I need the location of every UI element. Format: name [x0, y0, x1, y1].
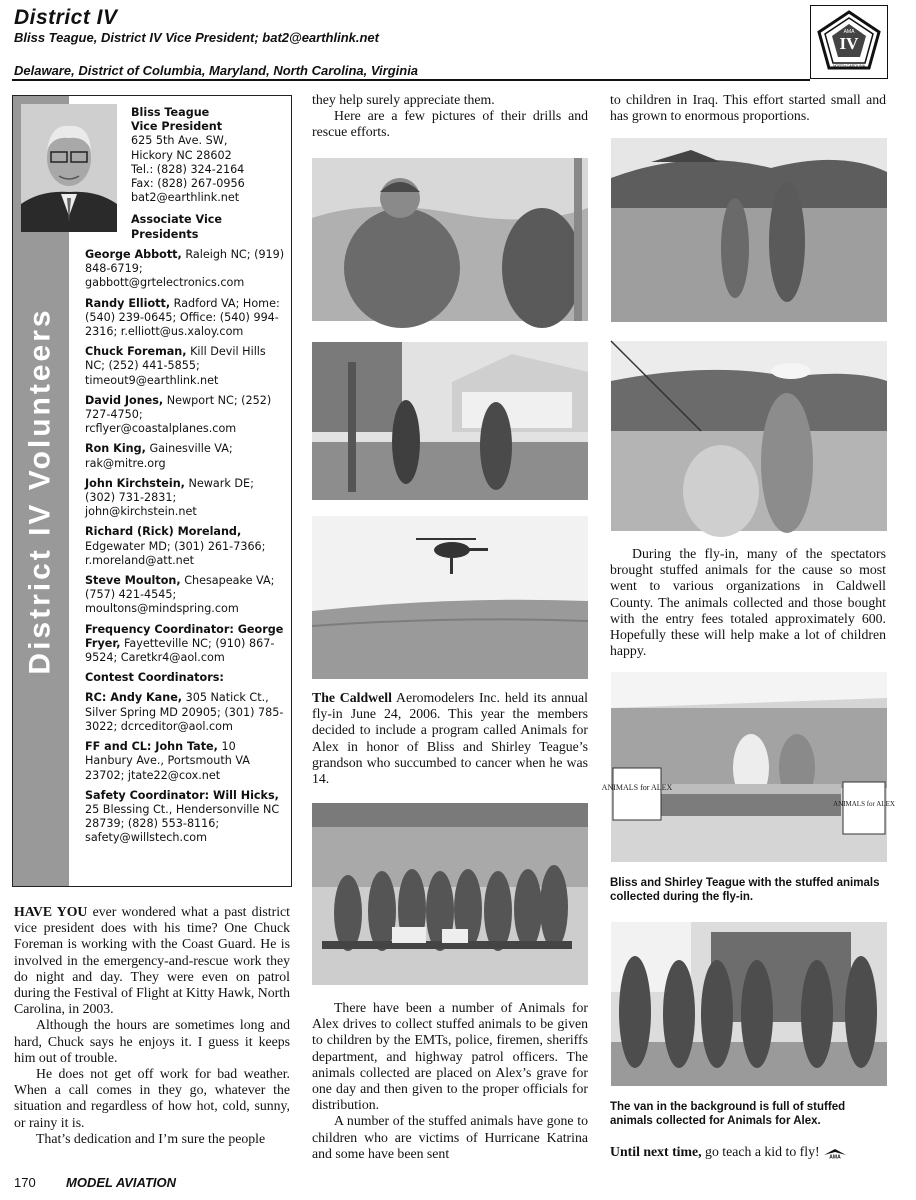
photo-transmitter-field: [611, 138, 887, 322]
district-badge-icon: [811, 6, 887, 78]
flying-photo-image: [611, 341, 887, 531]
dock-photo-image: [312, 342, 588, 500]
list-item: Frequency Coordinator: George Fryer, Fayetteville NC; (910) 867-9524; Caretkr4@aol.com: [85, 622, 284, 665]
van-photo-image: [611, 922, 887, 1086]
photo-helicopter: [312, 516, 588, 679]
lead-in: HAVE YOU: [14, 904, 88, 919]
column-3-mid-text: During the fly-in, many of the spectators brought stuffed animals for the cause so most went to various organizations in Caldwell County. The animals collected and those bought with the entry fees totaled approximately 600. Hopefully these will help make a lot of children happy.: [610, 546, 886, 659]
section-subtitle: Bliss Teague, District IV Vice President; bat2@earthlink.net: [14, 30, 379, 45]
column-2-top-text: they help surely appreciate them. Here are a few pictures of their drills and rescue efforts.: [312, 92, 588, 140]
vp-contact: [131, 106, 286, 242]
ama-wing-icon: [823, 1147, 847, 1159]
photo-group-table: [312, 803, 588, 985]
photo-teagues-animals: [601, 672, 895, 862]
vp-title: Vice President: [131, 120, 223, 134]
closing-line: [610, 1144, 888, 1160]
vp-tel: Tel.: (828) 324-2164: [131, 162, 245, 176]
associate-list: [85, 248, 287, 852]
list-item: Steve Moulton, Chesapeake VA; (757) 421-4545; moultons@mindspring.com: [85, 574, 275, 616]
vp-fax: Fax: (828) 267-0956: [131, 177, 245, 191]
column-2-bottom-text: There have been a number of Animals for Alex drives to collect stuffed animals to be given to children by the EMTs, police, firemen, sheriffs department, and highway patrol officers. The animals collected are placed on Alex’s grave for one day and then given to the proper officials for distribution. A number of the stuffed animals have gone to children who are victims of Hurricane Katrina and some have been sent: [312, 1000, 588, 1161]
closing-lead: Until next time,: [610, 1144, 702, 1159]
column-3-top-text: to children in Iraq. This effort started small and has grown to enormous proportions.: [610, 92, 886, 124]
list-item: Safety Coordinator: Will Hicks, 25 Blessing Ct., Hendersonville NC 28739; (828) 553-8116; safety@willstech.com: [85, 788, 280, 845]
lead-in-caldwell: The Caldwell: [312, 690, 392, 705]
list-item: Ron King, Gainesville VA; rak@mitre.org: [85, 442, 233, 470]
list-item: RC: Andy Kane, 305 Natick Ct., Silver Spring MD 20905; (301) 785-3022; dcrceditor@aol.com: [85, 691, 284, 733]
photo-flying-spectators: [611, 341, 887, 531]
photo-coastguard-closeup: [312, 158, 588, 321]
assoc-heading: Associate Vice Presidents: [131, 213, 223, 241]
group-photo-image: [312, 803, 588, 985]
photo-dock-rescue: [312, 342, 588, 500]
sign-right-text: ANIMALS for ALEX: [833, 800, 895, 808]
badge-bottom-text: NORTH CAROLINA: [832, 64, 866, 68]
list-item: Richard (Rick) Moreland, Edgewater MD; (301) 261-7366; r.moreland@att.net: [85, 525, 266, 567]
district-badge: [810, 5, 888, 79]
vp-portrait: [21, 104, 117, 232]
vp-address1: 625 5th Ave. SW,: [131, 134, 228, 148]
district-states: Delaware, District of Columbia, Maryland, North Carolina, Virginia: [14, 63, 419, 78]
section-title: District IV: [14, 6, 118, 29]
ama-logo-text: AMA: [829, 1154, 841, 1161]
vp-email[interactable]: bat2@earthlink.net: [131, 191, 240, 205]
closing-text: go teach a kid to fly!: [701, 1144, 820, 1159]
list-item: George Abbott, Raleigh NC; (919) 848-6719; gabbott@grtelectronics.com: [85, 248, 285, 290]
sign-left-text: ANIMALS for ALEX: [601, 783, 673, 792]
column-2-mid-text: The Caldwell Aeromodelers Inc. held its annual fly-in June 24, 2006. This year the members decided to include a program called Animals for Alex in honor of Bliss and Shirley Teague’s grandson who succumbed to cancer when he was 14.: [312, 690, 588, 787]
teagues-photo-image: [601, 672, 895, 862]
vp-address2: Hickory NC 28602: [131, 148, 232, 162]
page-number: 170: [14, 1175, 36, 1190]
photo-caption: Bliss and Shirley Teague with the stuffed animals collected during the fly-in.: [610, 877, 880, 903]
helicopter-photo-image: [312, 516, 588, 679]
volunteers-sidebar: [12, 95, 292, 887]
list-item: Chuck Foreman, Kill Devil Hills NC; (252) 441-5855; timeout9@earthlink.net: [85, 345, 266, 387]
list-item: Contest Coordinators:: [85, 671, 224, 685]
list-item: FF and CL: John Tate, 10 Hanbury Ave., Portsmouth VA 23702; jtate22@cox.net: [85, 740, 250, 782]
portrait-image: [21, 104, 117, 232]
badge-top-text: AMA: [843, 29, 855, 35]
volunteers-vertical-title: District IV Volunteers: [24, 307, 57, 675]
photo-caption: The van in the background is full of stuffed animals collected for Animals for Alex.: [610, 1101, 846, 1127]
coastguard-photo-image: [312, 158, 588, 321]
field-photo-image: [611, 138, 887, 322]
magazine-name: MODEL AVIATION: [66, 1175, 177, 1190]
ama-logo-icon: [823, 1147, 847, 1159]
list-item: John Kirchstein, Newark DE; (302) 731-2831; john@kirchstein.net: [85, 476, 254, 519]
column-1-text: HAVE YOU ever wondered what a past district vice president does with his time? One Chuck Foreman is working with the Coast Guard. He is involved in the emergency-and-rescue work they do night and day. They were even on patrol during the Festival of Flight at Kitty Hawk, North Carolina, in 2003. Although the hours are sometimes long and hard, Chuck says he enjoys it. I guess it keeps him out of trouble. He does not get off work for bad weather. When a call comes in they go, whatever the situation and regardless of how hot, cold, sunny, or rainy it is. That’s dedication and I’m sure the people: [14, 904, 290, 1146]
vp-name: Bliss Teague: [131, 106, 210, 119]
list-item: Randy Elliott, Radford VA; Home: (540) 239-0645; Office: (540) 994-2316; r.elliott@us.xaloy.com: [85, 296, 280, 339]
badge-numeral: IV: [839, 34, 859, 53]
photo-van-officers: [611, 922, 887, 1086]
header-rule: [12, 79, 810, 81]
list-item: David Jones, Newport NC; (252) 727-4750; rcflyer@coastalplanes.com: [85, 393, 272, 436]
